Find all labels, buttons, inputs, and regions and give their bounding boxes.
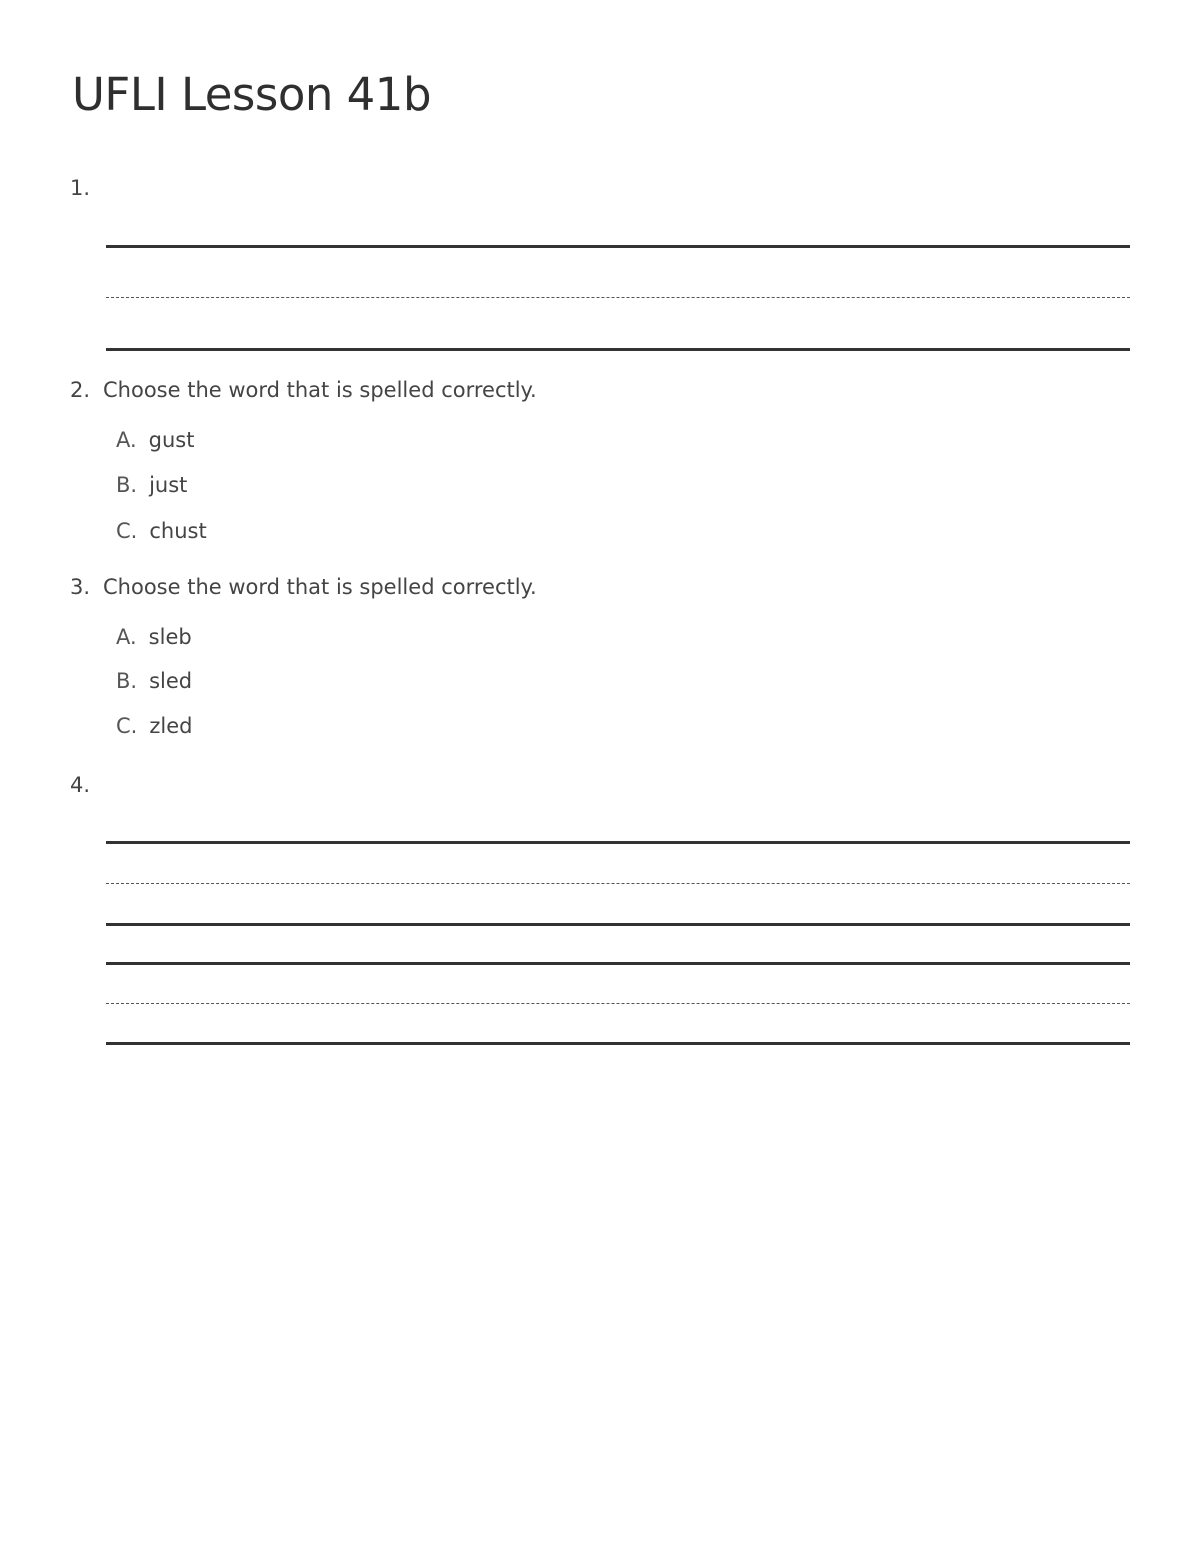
question-3-option-b[interactable] (116, 669, 192, 694)
question-2-option-a[interactable] (116, 428, 195, 453)
option-text: sled (149, 669, 193, 693)
question-2-prompt: Choose the word that is spelled correctly. (103, 378, 537, 402)
question-3-prompt: Choose the word that is spelled correctly. (103, 575, 537, 599)
question-3-option-a[interactable] (116, 625, 192, 650)
page-title: UFLI Lesson 41b (72, 68, 432, 121)
option-text: gust (148, 428, 195, 452)
writing-line-baseline (106, 1042, 1130, 1045)
option-text: sleb (148, 625, 192, 649)
writing-line-midline (106, 883, 1130, 884)
option-letter: B. (116, 669, 138, 693)
writing-line-midline (106, 1003, 1130, 1004)
writing-line-top (106, 841, 1130, 844)
question-2-number: 2. (70, 378, 91, 402)
writing-line-top (106, 962, 1130, 965)
option-letter: A. (116, 428, 137, 452)
option-letter: A. (116, 625, 137, 649)
option-text: zled (149, 714, 193, 738)
question-2-option-c[interactable] (116, 519, 207, 544)
question-2-option-b[interactable] (116, 473, 187, 498)
question-1-number: 1. (70, 176, 91, 200)
question-4-number: 4. (70, 773, 91, 797)
question-3-number: 3. (70, 575, 91, 599)
option-text: just (149, 473, 188, 497)
writing-line-midline (106, 297, 1130, 298)
question-3-option-c[interactable] (116, 714, 192, 739)
option-letter: C. (116, 519, 138, 543)
option-text: chust (149, 519, 207, 543)
option-letter: C. (116, 714, 138, 738)
writing-line-top (106, 245, 1130, 248)
writing-line-baseline (106, 923, 1130, 926)
writing-line-baseline (106, 348, 1130, 351)
option-letter: B. (116, 473, 138, 497)
